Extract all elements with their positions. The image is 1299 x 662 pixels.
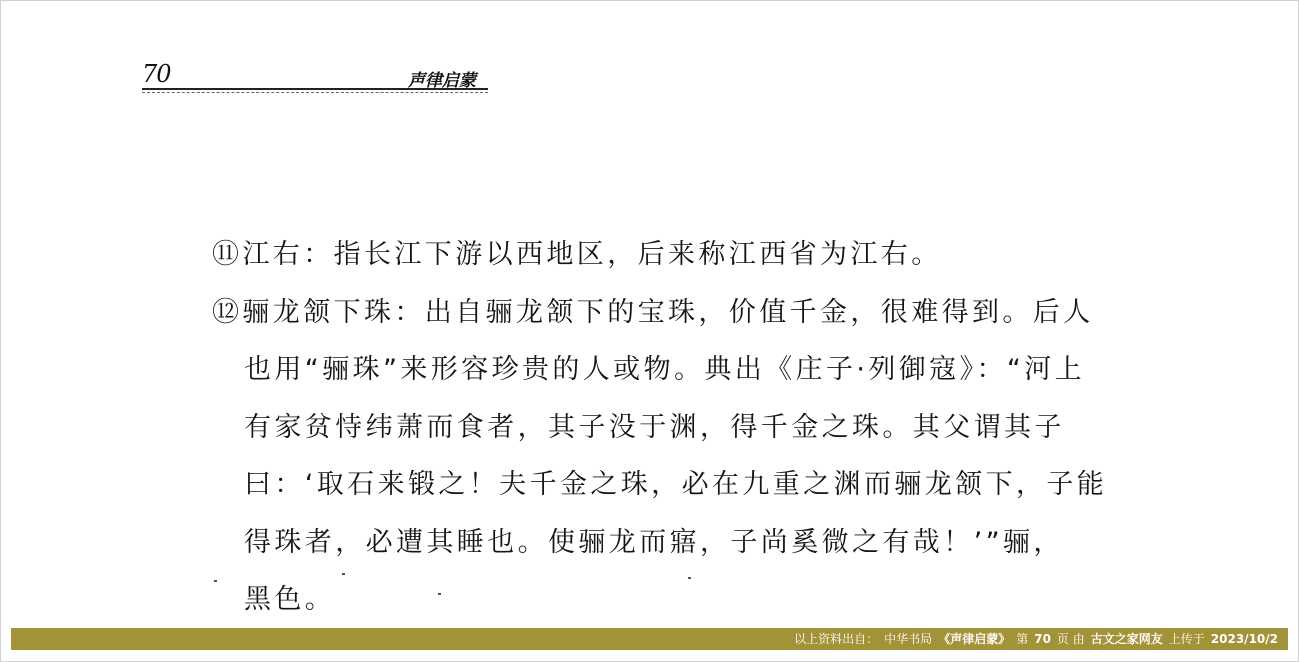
- scan-speck: [342, 573, 345, 575]
- note-11-line: ⑪江右：指长江下游以西地区，后来称江西省为江右。: [212, 239, 942, 270]
- scan-speck: [688, 577, 691, 579]
- footer-upload-text: 上传于: [1168, 632, 1205, 646]
- running-title: 声律启蒙: [408, 71, 476, 91]
- footer-publisher: 中华书局: [884, 632, 933, 646]
- footer-book: 《声律启蒙》: [938, 632, 1011, 646]
- note-12-continuation: 曰：‘取石来锻之！夫千金之珠，必在九重之渊而骊龙颔下，子能: [244, 469, 1108, 500]
- footer-date: 2023/10/2: [1210, 632, 1278, 646]
- note-12-continuation: 黑色。: [244, 584, 336, 615]
- scan-speck: [438, 593, 441, 595]
- scan-speck: [214, 580, 217, 582]
- footer-page-suffix: 页 由: [1056, 632, 1085, 646]
- footer-uploader: 古文之家网友: [1090, 632, 1163, 646]
- note-12-continuation: 也用“骊珠”来形容珍贵的人或物。典出《庄子·列御寇》：“河上: [244, 354, 1086, 385]
- note-12-continuation: 得珠者，必遭其睡也。使骊龙而寤，子尚奚微之有哉！’”骊，: [244, 526, 1064, 558]
- note-12-continuation: 有家贫恃纬萧而食者，其子没于渊，得千金之珠。其父谓其子: [244, 411, 1065, 443]
- source-footer: [11, 628, 1288, 650]
- footer-source-prefix: 以上资料出自：: [794, 632, 879, 646]
- annotation-notes: [212, 226, 1162, 629]
- header-rule: [142, 88, 488, 90]
- footer-page: 70: [1034, 632, 1051, 646]
- page-header: [142, 58, 488, 92]
- note-12-line: ⑫骊龙颔下珠：出自骊龙颔下的宝珠，价值千金，很难得到。后人: [212, 296, 1094, 328]
- page-number: 70: [142, 60, 171, 88]
- footer-page-prefix: 第: [1016, 632, 1029, 646]
- header-rule-shadow: [142, 92, 488, 93]
